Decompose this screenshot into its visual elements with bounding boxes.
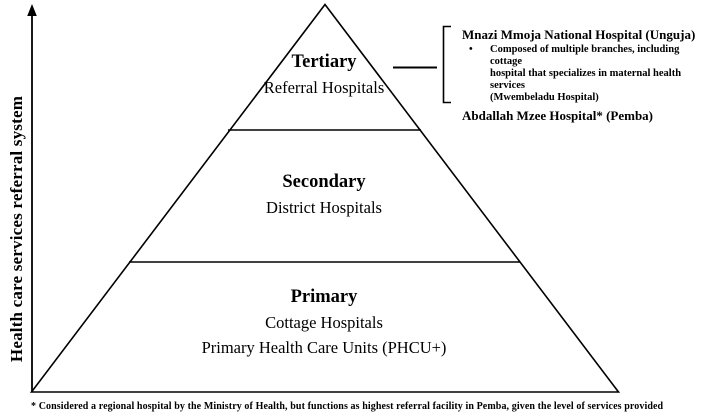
tier-tertiary-subtitle: Referral Hospitals bbox=[263, 78, 385, 97]
axis-label: Health care services referral system bbox=[7, 95, 26, 363]
annotation-hospital-unguja: Mnazi Mmoja National Hospital (Unguja) bbox=[462, 27, 696, 42]
bullet-line: hospital that specializes in maternal health services bbox=[490, 68, 682, 91]
annotation-bracket bbox=[444, 27, 452, 103]
tier-tertiary-title: Tertiary bbox=[291, 52, 357, 72]
tier-primary-subtitle-1: Cottage Hospitals bbox=[265, 313, 383, 332]
tier-primary bbox=[202, 285, 447, 360]
tier-primary-subtitle-2: Primary Health Care Units (PHCU+) bbox=[201, 338, 447, 357]
bullet-line: Composed of multiple branches, including cottage bbox=[490, 44, 680, 67]
tier-tertiary bbox=[264, 50, 385, 100]
tier-secondary bbox=[266, 170, 382, 220]
axis-arrowhead-icon bbox=[27, 4, 37, 16]
tier-secondary-subtitle: District Hospitals bbox=[266, 198, 382, 217]
tier-secondary-title: Secondary bbox=[282, 172, 366, 192]
bullet-line: (Mwembeladu Hospital) bbox=[490, 92, 599, 103]
tier-primary-title: Primary bbox=[290, 287, 358, 307]
annotation-hospital-pemba: Abdallah Mzee Hospital* (Pemba) bbox=[462, 108, 654, 123]
bullet-icon: • bbox=[469, 44, 473, 55]
footnote: * Considered a regional hospital by the Ministry of Health, but functions as highest referral facility in Pemba, given the level of services provided bbox=[31, 401, 664, 412]
tertiary-annotation bbox=[462, 28, 704, 123]
annotation-bullet-item bbox=[462, 44, 704, 104]
annotation-bullet-text bbox=[490, 44, 704, 104]
